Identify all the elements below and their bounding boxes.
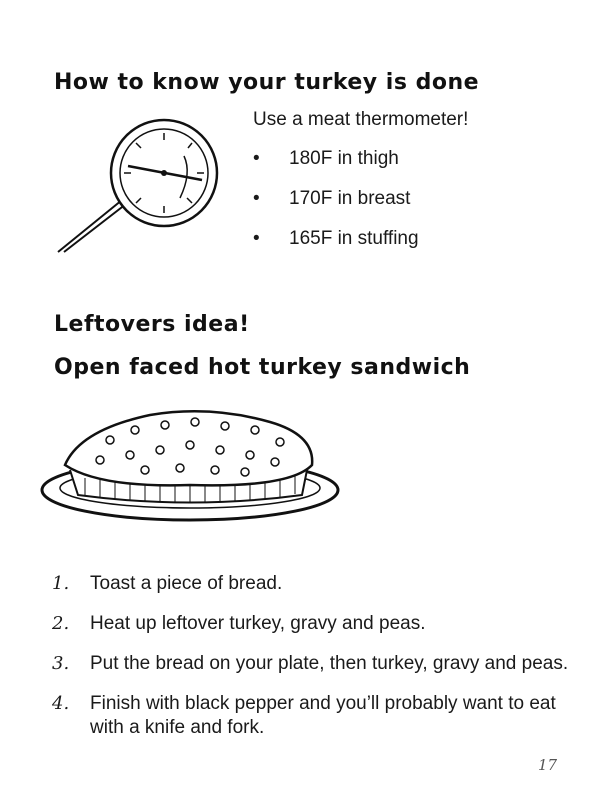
list-item: 4. Finish with black pepper and you’ll probably want to eat with a knife and fork.: [52, 693, 556, 738]
list-item: • 170F in breast: [253, 188, 411, 209]
list-item: • 165F in stuffing: [253, 228, 419, 249]
thermometer-intro: Use a meat thermometer!: [253, 109, 469, 130]
list-item: 2. Heat up leftover turkey, gravy and peas.: [52, 613, 426, 634]
meat-thermometer-icon: [52, 118, 222, 258]
heading-sandwich: Open faced hot turkey sandwich: [54, 355, 471, 380]
heading-turkey-done: How to know your turkey is done: [54, 70, 480, 95]
page-number: 17: [538, 756, 558, 774]
temperature-list: [253, 148, 419, 268]
list-item: 3. Put the bread on your plate, then turkey, gravy and peas.: [52, 653, 569, 674]
turkey-sandwich-illustration: [40, 400, 350, 535]
list-item: 1. Toast a piece of bread.: [52, 573, 283, 594]
list-item: • 180F in thigh: [253, 148, 399, 169]
heading-leftovers: Leftovers idea!: [54, 312, 250, 337]
recipe-steps: [52, 572, 572, 756]
